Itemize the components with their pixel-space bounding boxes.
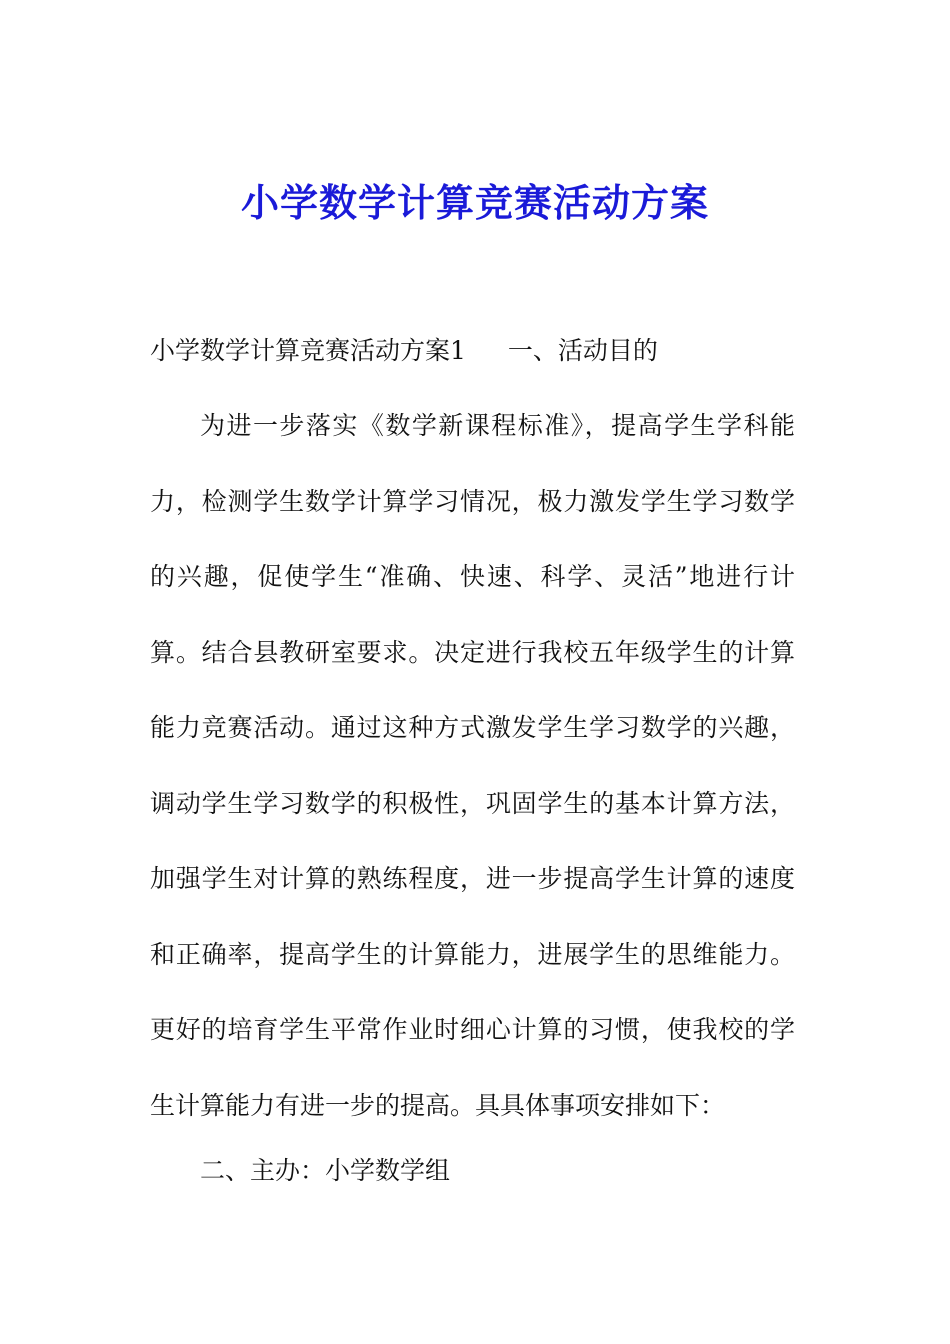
document-subtitle: 小学数学计算竞赛活动方案1 <box>150 336 466 365</box>
paragraph-purpose: 为进一步落实《数学新课程标准》，提高学生学科能力，检测学生数学计算学习情况，极力激发学生学习数学的兴趣，促使学生“准确、快速、科学、灵活”地进行计算。结合县教研室要求。决定进行我校五年级学生的计算能力竞赛活动。通过这种方式激发学生学习数学的兴趣，调动学生学习数学的积极性，巩固学生的基本计算方法，加强学生对计算的熟练程度，进一步提高学生计算的速度和正确率，提高学生的计算能力，进展学生的思维能力。更好的培育学生平常作业时细心计算的习惯，使我校的学生计算能力有进一步的提高。具具体事项安排如下： <box>150 411 795 1120</box>
paragraph-organizer: 二、主办：小学数学组 <box>200 1156 451 1185</box>
document-title: 小学数学计算竞赛活动方案 <box>240 180 709 225</box>
section-heading-purpose: 一、活动目的 <box>507 336 658 365</box>
subtitle-line <box>150 331 658 371</box>
